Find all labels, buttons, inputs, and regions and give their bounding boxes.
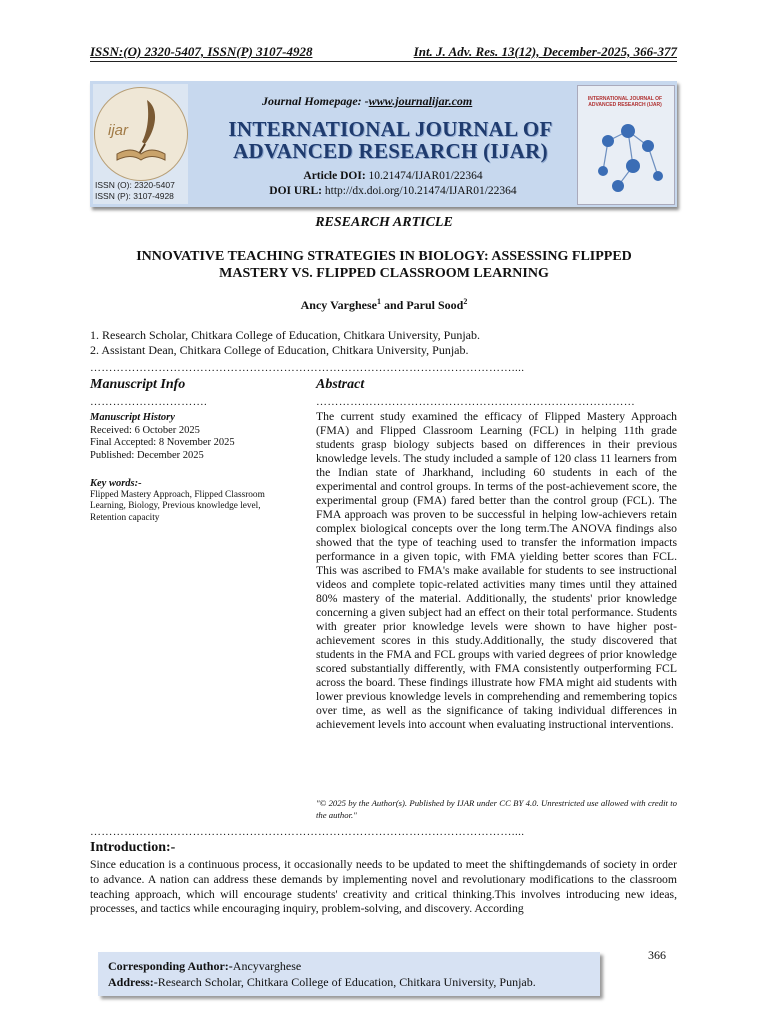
keywords-list: Flipped Mastery Approach, Flipped Classroom Learning, Biology, Previous knowledge level, Retention capacity — [90, 489, 265, 523]
article-title-line-2: MASTERY VS. FLIPPED CLASSROOM LEARNING — [219, 266, 549, 281]
received-date: Received: 6 October 2025 — [90, 424, 200, 436]
journal-homepage — [262, 94, 472, 109]
keywords-label: Key words:- — [90, 478, 142, 489]
affiliation-1: 1. Research Scholar, Chitkara College of Education, Chitkara University, Punjab. — [90, 328, 480, 342]
homepage-label: Journal Homepage: - — [262, 94, 369, 108]
homepage-link[interactable]: www.journalijar.com — [368, 94, 473, 108]
article-title — [100, 248, 668, 282]
author-1: Ancy Varghese — [300, 298, 377, 312]
affiliation-2: 2. Assistant Dean, Chitkara College of Education, Chitkara University, Punjab. — [90, 343, 469, 357]
abstract-body: The current study examined the efficacy of Flipped Mastery Approach (FMA) and Flipped Classroom Learning (FCL) in helping 11th grade students grasp biology subjects based on differences in their previous knowledge levels. The study included a sample of 120 class 11 learners from the Indian state of Jharkhand, including 60 students in each of the experimental and control groups. In terms of the post-achievement score, the experimental group (FMA) fared better than the control group (FCL). The FMA approach was proven to be successful in helping low-achievers retain complex biological concepts over the long term.The ANOVA findings also showed that the type of teaching used to transfer the information impacts performance in a given topic, with FMA yielding better scores than FCL. This was ascribed to FMA's make available for students to see instructional videos and complete topic-related activities many times until they attained 80% mastery of the material. Additionally, the students' prior knowledge concerning a given subject had an effect on their total performance. Students with greater prior knowledge levels were shown to have higher post-achievement scores in this study.Additionally, the study discovered that students in the FMA and FCL groups with varied degrees of prior knowledge scored substantially differently, with FMA consistently outperforming FCL across the board. These findings illustrate how FMA might aid students with lower previous knowledge levels in comprehending and remembering topics over time, as well as the significance of taking individual differences in achievement levels into account when evaluating instructional interventions. — [316, 410, 677, 732]
doi-block — [228, 169, 558, 199]
logo-issn-print: ISSN (P): 3107-4928 — [95, 191, 174, 201]
published-date: Published: December 2025 — [90, 449, 204, 461]
article-title-line-1: INNOVATIVE TEACHING STRATEGIES IN BIOLOGY: ASSESSING FLIPPED — [136, 249, 632, 264]
accepted-date: Final Accepted: 8 November 2025 — [90, 437, 235, 448]
article-type: RESEARCH ARTICLE — [315, 215, 453, 230]
keywords-block — [90, 478, 295, 524]
introduction-heading: Introduction:- — [90, 840, 176, 855]
doi-url-value[interactable]: http://dx.doi.org/10.21474/IJAR01/22364 — [322, 185, 517, 197]
issn-text: ISSN:(O) 2320-5407, ISSN(P) 3107-4928 — [90, 44, 313, 59]
author-join: and Parul Sood — [380, 298, 464, 312]
journal-title — [218, 118, 563, 162]
author-2-sup: 2 — [463, 297, 468, 306]
citation-text: Int. J. Adv. Res. 13(12), December-2025, 366-377 — [413, 44, 677, 59]
authors — [0, 297, 768, 313]
address-value: Research Scholar, Chitkara College of Education, Chitkara University, Punjab. — [157, 975, 536, 989]
introduction-body: Since education is a continuous process, it occasionally needs to be updated to meet the shiftingdemands of society in order to advance. A nation can address these demands by implementing novel and revolutionary modifications to the classroom teaching approach, which will encourage students' creativity and critical thinking.This involves introducing new ideas, processes, and tactics while encouraging inquiry, problem-solving, and discovery. According — [90, 858, 677, 916]
abstract-heading: Abstract — [316, 377, 365, 392]
journal-title-line-1: INTERNATIONAL JOURNAL OF — [228, 117, 553, 141]
corr-value: Ancyvarghese — [232, 959, 302, 973]
manuscript-dots: …………………………. — [90, 396, 208, 408]
logo-issn — [95, 180, 175, 202]
logo-text: ijar — [108, 122, 129, 139]
logo-issn-online: ISSN (O): 2320-5407 — [95, 180, 175, 190]
doi-value: 10.21474/IJAR01/22364 — [365, 170, 483, 182]
separator-top: ………………………………………………………………………………………………….... — [90, 362, 525, 374]
doi-url-label: DOI URL: — [269, 185, 323, 197]
cover-title: INTERNATIONAL JOURNAL OF ADVANCED RESEARCH (IJAR) — [587, 96, 663, 108]
copyright-notice: "© 2025 by the Author(s). Published by IJAR under CC BY 4.0. Unrestricted use allowed with credit to the author." — [316, 798, 677, 820]
journal-title-line-2: ADVANCED RESEARCH (IJAR) — [233, 139, 548, 163]
author-1-sup: 1 — [376, 297, 381, 306]
corr-label: Corresponding Author:- — [108, 959, 233, 973]
manuscript-history — [90, 412, 295, 462]
manuscript-info-heading: Manuscript Info — [90, 377, 186, 392]
abstract-dots: ………………………………………………………………………… — [316, 396, 636, 408]
page-number: 366 — [648, 948, 666, 962]
doi-label: Article DOI: — [303, 170, 366, 182]
separator-bottom: ………………………………………………………………………………………………….... — [90, 826, 525, 838]
history-label: Manuscript History — [90, 412, 175, 423]
running-header — [90, 44, 677, 62]
address-label: Address:- — [108, 975, 158, 989]
corresponding-author-text — [108, 958, 536, 990]
affiliations — [90, 328, 480, 358]
